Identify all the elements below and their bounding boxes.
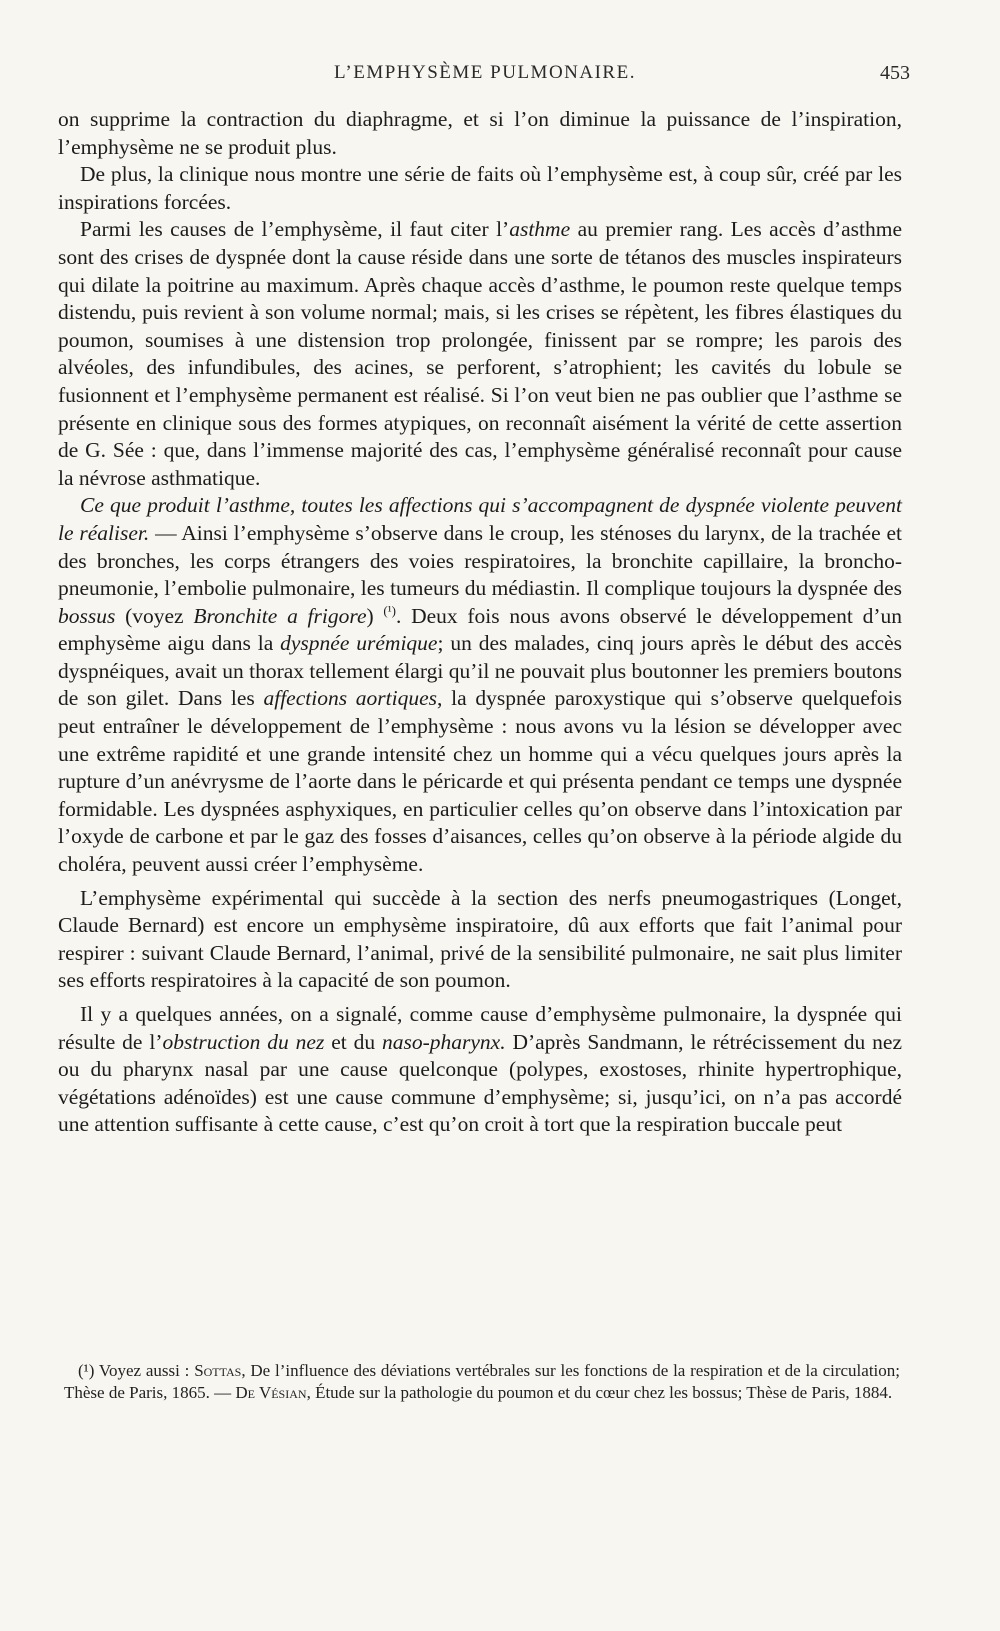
paragraph-3 <box>58 216 902 492</box>
footnote-reference: (¹) <box>383 602 396 618</box>
footnote-text-b: , De l’influence des déviations vertébrales sur les fonctions de la respiration et de la circulation; <box>241 1361 900 1380</box>
paragraph-4 <box>58 492 902 878</box>
italic-term-bronchite: Bronchite a frigore <box>193 603 367 628</box>
footnote-text-c: , 1865. — <box>163 1383 236 1402</box>
italic-term-dyspnee-uremique: dyspnée urémique <box>280 631 438 656</box>
italic-term-naso-pharynx: naso-pharynx. <box>381 1029 506 1054</box>
paragraph-6 <box>58 1001 902 1139</box>
paragraph-6-text-e: D’après Sandmann, le rétrécissement du nez ou du pharynx nasal par une cause quelconque (polypes, exostoses, rhinite hypertrophique, végétations adénoïdes) est une cause commune d’emphysème; si, jusqu’ici, on n’a pas accordé une attention suffisante à cette cause, c’est qu’on croit à tort que la respiration buccale peut <box>58 1029 902 1137</box>
paragraph-5-text: L’emphysème expérimental qui succède à la section des nerfs pneumogastriques (Longet, Claude Bernard) est encore un emphysème inspiratoire, dû aux efforts que fait l’animal pour respirer : suivant Claude Bernard, l’animal, privé de la sensibilité pulmonaire, ne sait plus limiter ses efforts respiratoires à la capacité de son poumon. <box>58 885 902 993</box>
paragraph-1-text: on supprime la contraction du diaphragme, et si l’on diminue la puissance de l’inspiration, l’emphysème ne se produit plus. <box>58 107 902 159</box>
running-head: L’EMPHYSÈME PULMONAIRE. <box>334 62 636 83</box>
paragraph-2-text: De plus, la clinique nous montre une série de faits où l’emphysème est, à coup sûr, créé par les inspirations forcées. <box>58 162 902 214</box>
paragraph-2 <box>58 161 902 216</box>
paragraph-4-text-k: , la dyspnée paroxystique qui s’observe quelquefois peut entraîner le développement de l’emphysème : nous avons vu la lésion se développer avec une extrême rapidité et une grande intensité chez un homme qui a vécu quelques jours après la rupture d’un anévrysme de l’aorte dans le péricarde et qui présenta pendant ce temps une dyspnée formidable. Les dyspnées asphyxiques, en particulier celles qu’on observe dans l’intoxication par l’oxyde de carbone et par le gaz des fosses d’aisances, celles qu’on observe à la période algide du choléra, peuvent aussi créer l’emphysème. <box>58 686 903 877</box>
paragraph-3-text-c: au premier rang. Les accès d’asthme sont des crises de dyspnée dont la cause réside dans une sorte de tétanos des muscles inspirateurs qui dilate la poitrine au maximum. Après chaque accès d’asthme, le poumon reste quelque temps distendu, puis revient à son volume normal; mais, si les crises se répètent, les fibres élastiques du poumon, soumises à une distension trop prolongée, finissent par se rompre; les parois des alvéoles, des infundibules, des acines, se perforent, s’atrophient; les cavités du lobule se fusionnent et l’emphysème permanent est réalisé. Si l’on veut bien ne pas oublier que l’asthme se présente en clinique sous des formes atypiques, on reconnaît aisément la vérité de cette assertion de G. Sée : que, dans l’immense majorité des cas, l’emphysème généralisé reconnaît pour cause la névrose asthmatique. <box>58 217 902 490</box>
paragraph-5 <box>58 885 902 995</box>
footnote-text-d: , Étude sur la pathologie du poumon et du cœur chez les bossus; <box>306 1383 747 1402</box>
paragraph-4-text-f: ) <box>366 603 384 628</box>
paragraph-4-text-i: ; un des malades, cinq jours après le début des accès dyspnéiques, avait un thorax tellement élargi qu’il ne pouvait plus boutonner les premiers boutons de son gilet. Dans les <box>58 631 903 711</box>
page-number: 453 <box>880 62 910 84</box>
footnote-text-e: , 1884. <box>845 1383 893 1402</box>
paragraph-4-text-b: — Ainsi l’emphysème s’observe dans le croup, les sténoses du larynx, de la trachée et des bronches, les corps étrangers des voies respiratoires, la bronchite capillaire, la broncho-pneumonie, l’embolie pulmonaire, les tumeurs du médiastin. Il complique toujours la dyspnée des <box>58 520 902 601</box>
paragraph-4-text-g: . Deux fois nous avons observé le développement d’un emphysème aigu dans la <box>58 603 902 656</box>
page-header <box>60 62 910 94</box>
footnote-author-de-vesian: De Vésian <box>235 1383 307 1402</box>
paragraph-4-text-d: (voyez <box>115 603 194 628</box>
paragraph-3-text-a: Parmi les causes de l’emphysème, il faut citer l’ <box>80 217 510 242</box>
footnote-author-sottas: Sottas <box>194 1361 242 1380</box>
italic-lead-sentence: Ce que produit l’asthme, toutes les affections qui s’accompagnent de dyspnée violente peuvent le réaliser. <box>58 493 902 545</box>
footnote-1 <box>64 1360 900 1404</box>
paragraph-6-text-a: Il y a quelques années, on a signalé, comme cause d’emphysème pulmonaire, la dyspnée qui résulte de l’ <box>58 1002 902 1054</box>
footnote-text-a: Voyez aussi : <box>94 1361 195 1380</box>
italic-term-bossus: bossus <box>58 603 116 628</box>
footnote-these-1: Thèse de Paris <box>64 1383 164 1402</box>
body-text <box>58 106 902 1139</box>
paragraph-6-text-c: et du <box>324 1029 382 1054</box>
footnote-marker: (¹) <box>78 1361 95 1380</box>
paragraph-1 <box>58 106 902 161</box>
footnote-these-2: Thèse de Paris <box>746 1383 846 1402</box>
italic-term-asthme: asthme <box>509 217 571 242</box>
footnotes <box>64 1360 900 1404</box>
italic-term-affections-aortiques: affections aortiques <box>263 686 438 711</box>
italic-term-obstruction-nez: obstruction du nez <box>162 1029 325 1054</box>
